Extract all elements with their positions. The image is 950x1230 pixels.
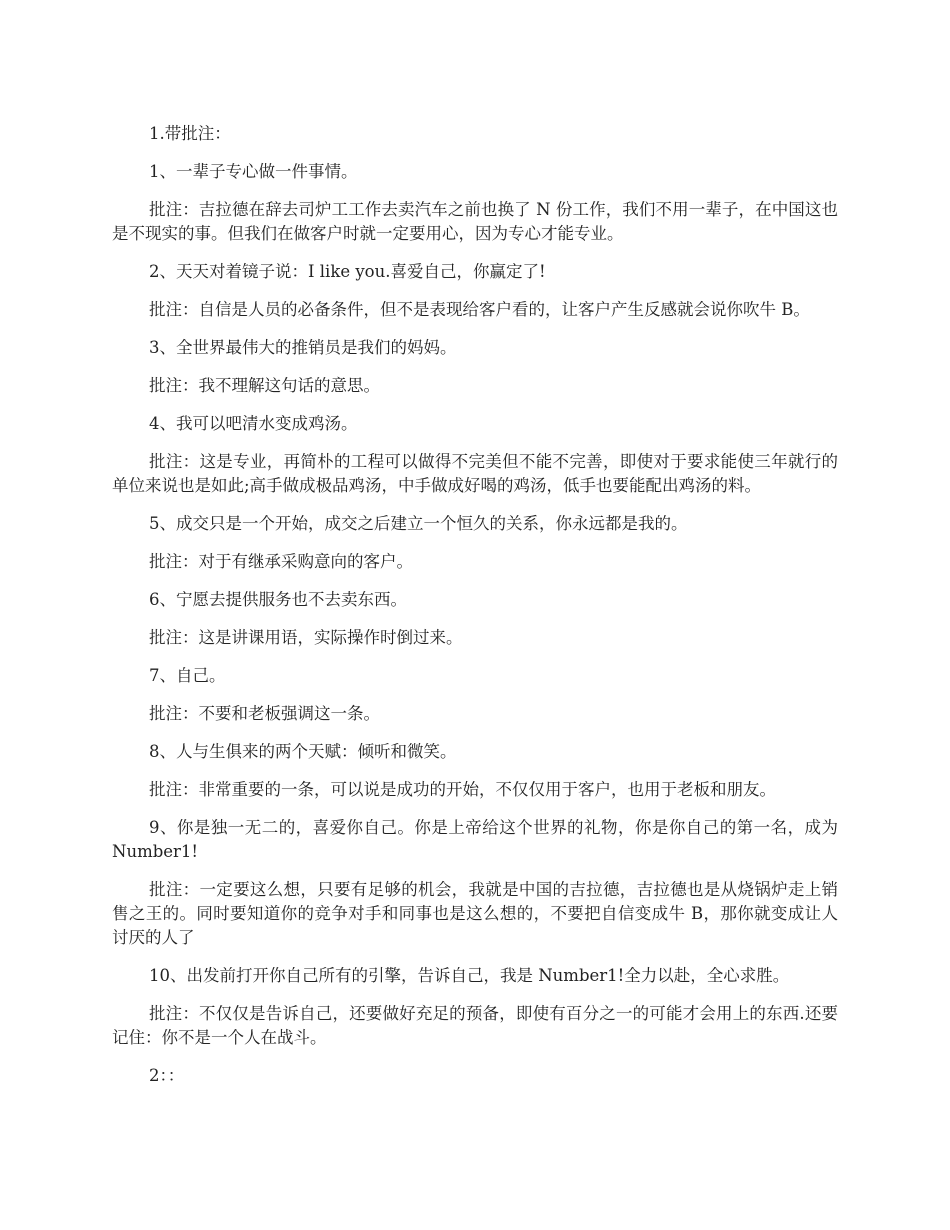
paragraph-note-6: 批注：这是讲课用语，实际操作时倒过来。 xyxy=(149,628,463,647)
paragraph-item-7: 7、自己。 xyxy=(149,666,226,685)
paragraph-note-3: 批注：我不理解这句话的意思。 xyxy=(149,376,380,395)
paragraph-item-9: 9、你是独一无二的，喜爱你自己。你是上帝给这个世界的礼物，你是你自己的第一名，成为 Number1! xyxy=(112,818,838,861)
document-body xyxy=(112,122,838,1102)
paragraph-note-2: 批注：自信是人员的必备条件，但不是表现给客户看的，让客户产生反感就会说你吹牛 B。 xyxy=(149,300,810,319)
paragraph-section-2: 2：： xyxy=(149,1066,185,1085)
paragraph-note-1: 批注：吉拉德在辞去司炉工工作去卖汽车之前也换了 N 份工作，我们不用一辈子，在中国这也是不现实的事。但我们在做客户时就一定要用心，因为专心才能专业。 xyxy=(112,200,838,243)
paragraph-item-6: 6、宁愿去提供服务也不去卖东西。 xyxy=(149,590,407,609)
paragraph-note-5: 批注：对于有继承采购意向的客户。 xyxy=(149,552,413,571)
paragraph-item-3: 3、全世界最伟大的推销员是我们的妈妈。 xyxy=(149,338,457,357)
paragraph-note-7: 批注：不要和老板强调这一条。 xyxy=(149,704,380,723)
paragraph-note-8: 批注：非常重要的一条，可以说是成功的开始，不仅仅用于客户，也用于老板和朋友。 xyxy=(149,780,776,799)
paragraph-heading: 1.带批注： xyxy=(149,124,231,143)
paragraph-note-10: 批注：不仅仅是告诉自己，还要做好充足的预备，即使有百分之一的可能才会用上的东西.还要记住：你不是一个人在战斗。 xyxy=(112,1004,838,1047)
paragraph-item-4: 4、我可以吧清水变成鸡汤。 xyxy=(149,414,358,433)
paragraph-item-2: 2、天天对着镜子说：I like you.喜爱自己，你赢定了! xyxy=(149,262,546,281)
paragraph-item-8: 8、人与生俱来的两个天赋：倾听和微笑。 xyxy=(149,742,457,761)
paragraph-item-5: 5、成交只是一个开始，成交之后建立一个恒久的关系，你永远都是我的。 xyxy=(149,514,688,533)
paragraph-item-10: 10、出发前打开你自己所有的引擎，告诉自己，我是 Number1!全力以赴，全心求胜。 xyxy=(149,966,790,985)
paragraph-note-4: 批注：这是专业，再简朴的工程可以做得不完美但不能不完善，即使对于要求能使三年就行的单位来说也是如此;高手做成极品鸡汤，中手做成好喝的鸡汤，低手也要能配出鸡汤的料。 xyxy=(112,452,838,495)
paragraph-item-1: 1、一辈子专心做一件事情。 xyxy=(149,162,358,181)
paragraph-note-9: 批注：一定要这么想，只要有足够的机会，我就是中国的吉拉德，吉拉德也是从烧锅炉走上销售之王的。同时要知道你的竞争对手和同事也是这么想的，不要把自信变成牛 B，那你就变成让人讨厌的人了 xyxy=(112,880,838,947)
